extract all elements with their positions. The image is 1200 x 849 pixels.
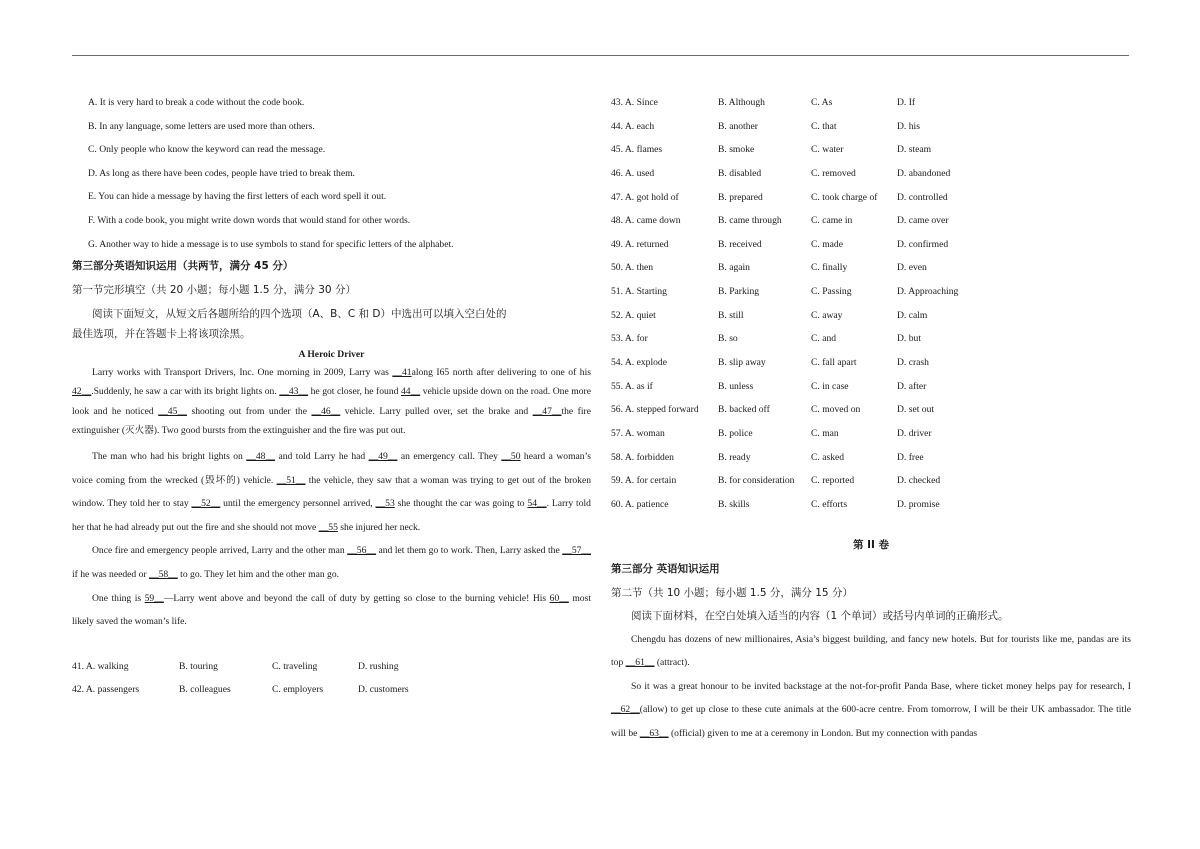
choice-option: D. set out [897,404,935,416]
choice-option: 55. A. as if [611,380,653,392]
choice-option: C. that [811,120,837,132]
choice-row [611,236,1131,260]
story-paragraph-4: One thing is 59__—Larry went above and beyond the call of duty by getting so close to the burning vehicle! His 60__ most likely saved the woman’s life. [72,592,591,628]
choice-option: 52. A. quiet [611,309,656,321]
blank-57: __57__ [562,545,591,557]
choice-option: 60. A. patience [611,498,669,510]
choice-option: B. smoke [718,144,755,156]
choice-option: 57. A. woman [611,427,665,439]
choice-option: C. in case [811,380,849,392]
choice-option: D. driver [897,427,932,439]
choice-option: C. Passing [811,286,852,298]
blank-54: 54__ [527,498,547,510]
option-item: A. It is very hard to break a code without the code book. [88,97,305,108]
choice-option: 56. A. stepped forward [611,404,699,416]
choice-option: B. for consideration [718,475,795,487]
option-item: B. In any language, some letters are used more than others. [88,120,315,132]
choice-row [611,330,1131,354]
right-choice-list [611,94,1131,520]
volume-heading: 第 II 卷 [852,538,890,551]
choice-option: C. finally [811,262,848,274]
instruction-line-2: 最佳选项，并在答题卡上将该项涂黑。 [72,327,251,340]
option-item: C. Only people who know the keyword can read the message. [88,144,326,156]
choice-row [611,165,1131,189]
choice-option: 54. A. explode [611,357,667,369]
option-item: F. With a code book, you might write down words that would stand for other words. [88,214,411,226]
choice-option: 51. A. Starting [611,286,667,298]
blank-47: __47__ [532,405,562,417]
choice-option: D. confirmed [897,238,949,250]
blank-60: 60__ [549,592,569,604]
choice-option: 53. A. for [611,333,648,345]
part3-heading-2: 第三部分 英语知识运用 [611,562,720,575]
choice-option: B. slip away [718,357,766,369]
choice-option: 44. A. each [611,120,655,132]
choice-option: 58. A. forbidden [611,451,674,463]
choice-option: C. man [811,427,839,439]
choice-option: D. checked [897,475,941,487]
choice-row [611,259,1131,283]
choice-option: B. skills [718,498,750,510]
story-paragraph-3: Once fire and emergency people arrived, Larry and the other man __56__ and let them go to work. Then, Larry asked the __57__ if he was needed or __58__ to go. They let him and the other man go. [72,545,591,580]
choice-row [611,401,1131,425]
choice-option: B. ready [718,451,751,463]
blank-42: 42__ [72,386,92,398]
choice-option: C. away [811,309,843,321]
choice-option: C. made [811,238,843,250]
blank-41: __41 [392,366,412,378]
story-paragraph-1: Larry works with Transport Drivers, Inc. One morning in 2009, Larry was __41along I65 north after delivering to one of his 42__.Suddenly, he saw a car with its bright lights on. __43__ he got closer, he found 44__ vehicle upside down on the road. One more look and he noticed __45__ shooting out from under the __46__ vehicle. Larry pulled over, set the brake and __47__the fire extinguisher (灭火器). Two good bursts from the extinguisher and the fire was put out. [72,366,592,437]
choice-option: 49. A. returned [611,238,669,250]
blank-55: __55 [318,521,338,533]
blank-52: __52__ [191,498,221,510]
choice-option: D. free [897,451,924,463]
choice-row [611,449,1131,473]
choice-row [611,425,1131,449]
choice-option: C. efforts [811,498,848,510]
blank-53: __53 [375,498,395,510]
blank-46: __46__ [311,405,341,417]
choice-option: B. unless [718,380,754,392]
passage-paragraph-1: Chengdu has dozens of new millionaires, Asia’s biggest building, and fancy new hotels. But for tourists like me, pandas are its top __61__ (attract). [611,633,1131,669]
choice-row [611,307,1131,331]
option-item: E. You can hide a message by having the first letters of each word spell it out. [88,191,387,203]
choice-option: D. Approaching [897,286,959,298]
choice-option: 45. A. flames [611,144,663,156]
choice-row [611,94,1131,118]
choice-row [611,354,1131,378]
choice-option: B. another [718,120,758,132]
choice-option: D. steam [897,144,932,156]
choice-option: D. but [897,333,921,345]
left-column [72,94,591,705]
choice-option: B. came through [718,215,782,227]
choice-option: D. abandoned [897,167,951,179]
choice-option: B. so [718,333,738,345]
choice-option: 43. A. Since [611,97,658,108]
choice-row: 42. A. passengers B. colleagues C. employers D. customers [72,684,409,696]
section1-heading: 第一节完形填空（共 20 小题；每小题 1.5 分，满分 30 分） [72,283,356,296]
choice-row [611,472,1131,496]
choice-option: C. and [811,333,837,345]
choice-option: D. promise [897,498,940,510]
choice-option: B. backed off [718,404,770,416]
blank-48: __48__ [246,450,276,462]
choice-row [611,118,1131,142]
blank-63: __63__ [639,727,669,739]
choice-option: B. received [718,238,762,250]
choice-option: C. water [811,144,844,156]
section2-heading: 第二节（共 10 小题；每小题 1.5 分，满分 15 分） [611,586,853,599]
choice-option: B. prepared [718,191,763,203]
choice-option: D. calm [897,309,928,321]
instruction-line-1: 阅读下面短文，从短文后各题所给的四个选项（A、B、C 和 D）中选出可以填入空白处的 [92,307,507,320]
choice-option: 59. A. for certain [611,475,677,487]
choice-option: B. again [718,262,750,274]
blank-59: 59__ [144,592,164,604]
choice-option: B. disabled [718,167,762,179]
choice-option: B. Parking [718,286,760,298]
right-column [611,94,1131,746]
blank-51: __51__ [276,474,306,486]
choice-row [611,141,1131,165]
blank-62: __62__ [611,704,640,716]
blank-58: __58__ [148,568,178,580]
choice-option: D. his [897,120,920,132]
blank-45: __45__ [158,405,187,417]
choice-option: D. after [897,380,927,392]
choice-option: D. If [897,97,916,108]
choice-option: C. fall apart [811,357,857,369]
left-choice-list [72,658,591,705]
option-item: G. Another way to hide a message is to use symbols to stand for specific letters of the alphabet. [88,238,454,250]
section2-instruction: 阅读下面材料，在空白处填入适当的内容（1 个单词）或括号内单词的正确形式。 [631,609,1009,622]
choice-option: C. came in [811,215,853,227]
story-title: A Heroic Driver [298,348,365,360]
choice-option: 47. A. got hold of [611,191,679,203]
blank-44: 44__ [400,386,421,398]
header-rule [72,55,1129,56]
blank-61: __61__ [625,657,655,669]
choice-option: C. As [811,97,833,108]
choice-option: D. crash [897,357,929,369]
blank-43: __43__ [279,386,309,398]
blank-56: __56__ [347,545,376,557]
passage-paragraph-2: So it was a great honour to be invited backstage at the not-for-profit Panda Base, where ticket money helps pay for research, I __62__(allow) to get up close to these cute animals at the 600-acre centre. From tomorrow, I will be their UK ambassador. The title will be __63__ (official) given to me at a ceremony in London. But my connection with pandas [611,680,1131,739]
option-item: D. As long as there have been codes, people have tried to break them. [88,167,355,179]
choice-option: B. Although [718,97,765,108]
choice-option: C. moved on [811,404,861,416]
blank-49: __49__ [368,450,398,462]
choice-option: D. controlled [897,191,948,203]
choice-row [611,283,1131,307]
choice-row [611,378,1131,402]
choice-row [611,189,1131,213]
choice-option: C. took charge of [811,191,878,203]
choice-option: C. reported [811,475,855,487]
choice-row [611,496,1131,520]
choice-option: B. still [718,309,744,321]
choice-option: D. even [897,262,927,274]
choice-option: 48. A. came down [611,215,681,227]
choice-option: B. police [718,427,753,439]
part3-heading: 第三部分英语知识运用（共两节，满分 45 分） [72,259,294,272]
choice-row [611,212,1131,236]
choice-option: 50. A. then [611,262,654,274]
story-paragraph-2: The man who had his bright lights on __48__ and told Larry he had __49__ an emergency call. They __50 heard a woman’s voice coming from the wrecked (毁坏的) vehicle. __51__ the vehicle, they saw that a woman was trying to get out of the broken window. They told her to stay __52__ until the emergency personnel arrived, __53 she thought the car was going to 54__. Larry told her that he had already put out the fire and she should not move __55 she injured her neck. [72,450,591,533]
choice-row: 41. A. walking B. touring C. traveling D. rushing [72,660,399,672]
choice-option: C. removed [811,167,856,179]
choice-option: 46. A. used [611,167,655,179]
choice-option: C. asked [811,451,845,463]
blank-50: __50 [501,450,521,462]
choice-option: D. came over [897,215,949,227]
option-list [72,94,591,254]
